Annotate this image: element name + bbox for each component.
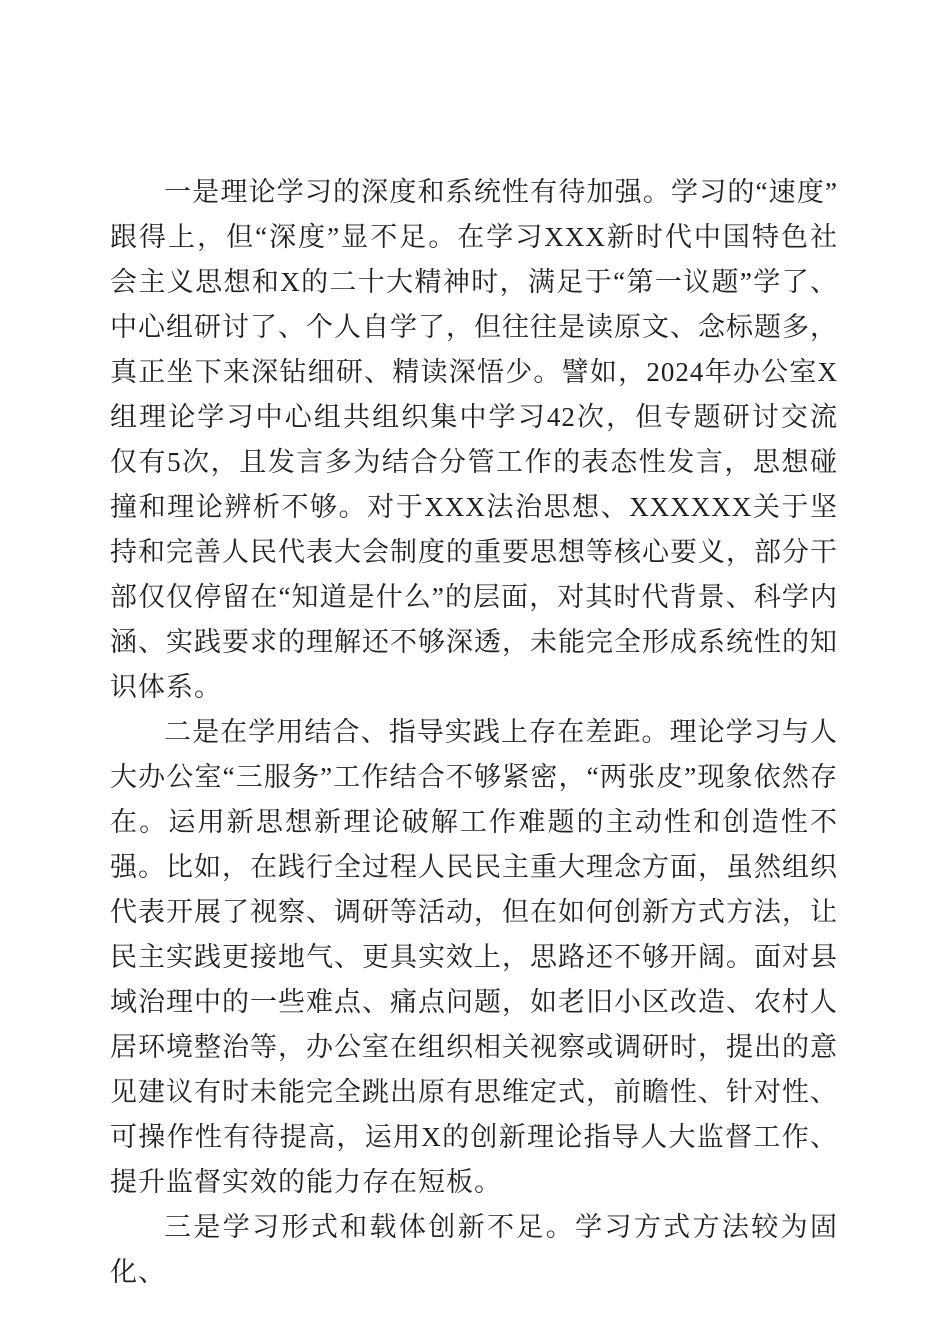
paragraph-issue-3: 三是学习形式和载体创新不足。学习方式方法较为固化、	[110, 1212, 838, 1287]
paragraph-issue-1: 一是理论学习的深度和系统性有待加强。学习的“速度”跟得上，但“深度”显不足。在学习XXX新时代中国特色社会主义思想和X的二十大精神时，满足于“第一议题”学了、中心组研讨了、个人自学了，但往往是读原文、念标题多，真正坐下来深钻细研、精读深悟少。譬如，2024年办公室X组理论学习中心组共组织集中学习42次，但专题研讨交流仅有5次，且发言多为结合分管工作的表态性发言，思想碰撞和理论辨析不够。对于XXX法治思想、XXXXXX关于坚持和完善人民代表大会制度的重要思想等核心要义，部分干部仅仅停留在“知道是什么”的层面，对其时代背景、科学内涵、实践要求的理解还不够深透，未能完全形成系统性的知识体系。	[110, 177, 838, 702]
document-body	[110, 170, 838, 1295]
paragraph-issue-2: 二是在学用结合、指导实践上存在差距。理论学习与人大办公室“三服务”工作结合不够紧密，“两张皮”现象依然存在。运用新思想新理论破解工作难题的主动性和创造性不强。比如，在践行全过程人民民主重大理念方面，虽然组织代表开展了视察、调研等活动，但在如何创新方式方法，让民主实践更接地气、更具实效上，思路还不够开阔。面对县域治理中的一些难点、痛点问题，如老旧小区改造、农村人居环境整治等，办公室在组织相关视察或调研时，提出的意见建议有时未能完全跳出原有思维定式，前瞻性、针对性、可操作性有待提高，运用X的创新理论指导人大监督工作、提升监督实效的能力存在短板。	[110, 717, 838, 1197]
